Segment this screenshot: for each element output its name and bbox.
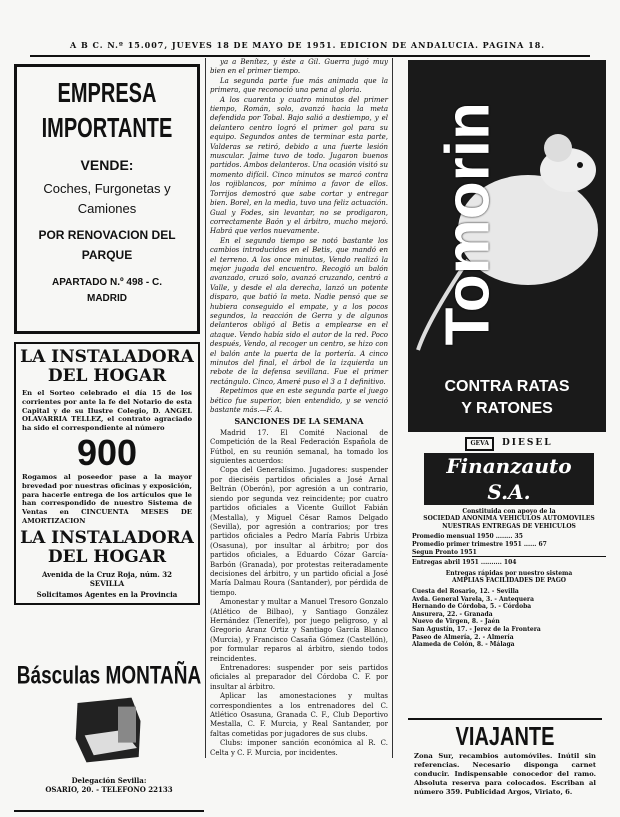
ad-text: Zona Sur, recambios automóviles. Inútil sin referencias. Necesario disponga carnet conducir. Indispensable conocedor del ramo. Absoluta reserva para colocados. Escriban al número 359. Publicidad Argos, Viriato, 6.	[414, 752, 596, 796]
header-rule	[30, 55, 590, 57]
ad-basculas-montana	[14, 660, 204, 812]
ad-title: Básculas MONTAÑA	[16, 662, 202, 690]
ad-title: LA INSTALADORA	[20, 527, 194, 548]
address: Nuevo de Virgen, 8. - Jaén	[412, 618, 500, 626]
ad-text: Coches, Furgonetas y Camiones	[43, 181, 171, 216]
ad-text: VENDE:	[80, 157, 134, 173]
ad-text: DIESEL	[501, 438, 553, 449]
article-paragraph: La segunda parte fue más animada que la primera, que reconoció una pena al gloria.	[210, 76, 388, 95]
article-paragraph: Amonestar y multar a Manuel Tresoro Gonzalo (Atlético de Bilbao), y Santiago González Hernández (Tenerife), por juego peligroso, y al Gregorio Aranz Ortiz y Santiago García Blanco (Murcia), y Francisco Casaña Gómez (Castellón), por formular reparos al árbitro, siendo todos reincidentes.	[210, 598, 388, 663]
ad-text: Entregas rápidas por nuestro sistema	[445, 569, 573, 577]
article-paragraph: Entrenadores: suspender por seis partidos oficiales al preparador del Córdoba C. F. por insultar al árbitro.	[210, 664, 388, 691]
stat-row: Promedio primer trimestre 1951 ...... 67	[412, 540, 547, 548]
ad-title: VIAJANTE	[455, 722, 555, 752]
brand-name: Finanzauto S.A.	[424, 453, 594, 505]
ad-title: DEL HOGAR	[47, 546, 167, 567]
ad-title: IMPORTANTE	[41, 113, 173, 145]
address: Alameda de Colón, 8. - Málaga	[412, 641, 515, 649]
ad-text: Rogamos al poseedor pase a la mayor brevedad por nuestras oficinas y exposición, para hacerle entrega de los artículos que le han correspondido de nuestro Sistema de Ventas en CINCUENTA MESES DE AMORTIZACION	[22, 472, 192, 525]
ad-tomorin	[408, 60, 606, 432]
ad-empresa-importante	[14, 64, 200, 334]
address: Paseo de Almería, 2. - Almería	[412, 633, 514, 641]
article-paragraph: Repetimos que en este segunda parte el juego bético fue superior, bien entendido, y se venció bastante más.—F. A.	[210, 387, 388, 415]
address: Ansurera, 22. - Granada	[412, 610, 493, 618]
address: Hernando de Córdoba, 5. - Córdoba	[412, 603, 532, 611]
article-column	[205, 58, 393, 758]
ad-address: OSARIO, 20. - TELEFONO 22133	[45, 785, 173, 794]
ad-text: Constituida con apoyo de la	[462, 507, 556, 515]
ad-text: APARTADO N.º 498 - C. MADRID	[52, 277, 162, 304]
ad-title: DEL HOGAR	[47, 366, 167, 386]
ad-text: SOCIEDAD ANONIMA VEHICULOS AUTOMOVILES	[423, 515, 595, 523]
address-list	[412, 588, 606, 649]
article-heading: SANCIONES DE LA SEMANA	[234, 416, 364, 427]
ad-slogan: CONTRA RATAS	[444, 378, 570, 395]
ad-title: EMPRESA	[57, 78, 157, 110]
ad-instaladora-hogar	[14, 342, 200, 605]
brand-name: Tomorin	[433, 102, 503, 346]
article-paragraph: ya a Benítez, y éste a Gil. Guerra jugó muy bien en el primer tiempo.	[210, 58, 388, 76]
article-paragraph: Clubs: imponer sanción económica al R. C. Celta y C. F. Murcia, por incidentes.	[210, 739, 388, 757]
ad-text: Delegación Sevilla:	[71, 776, 147, 785]
ad-address: Avenida de la Cruz Roja, núm. 32	[41, 569, 173, 579]
ad-address: SEVILLA	[89, 578, 125, 588]
ad-number: 900	[76, 431, 138, 473]
ad-text: NUESTRAS ENTREGAS DE VEHICULOS	[442, 522, 576, 530]
article-paragraph: Madrid 17. El Comité Nacional de Competición de la Real Federación Española de Fútbol, en su reunión semanal, ha tomado los siguientes acuerdos:	[210, 428, 388, 466]
article-paragraph: Copa del Generalísimo. Jugadores: suspender por dieciséis partidos oficiales a José Arnal Beltrán (Oberón), por agresión a un contrario, siendo por segunda vez reincidente; por cuatro partidos oficiales a Vicente Guillot Fabián (Mestalla), y Miguel César Ramos Delgado (Sevilla), por agresión a contrarios; por tres partidos oficiales a Pedro María Fabris Urbiza (Osasuna), por insultar al árbitro; por dos partidos oficiales, a Eduardo Cózar García-Barbón (Granada), por protestas reiteradamente decisiones del árbitro, y un partido oficial a José María Dalmau Roura (Santander), por pérdida de tiempo.	[210, 466, 388, 597]
ad-viajante	[408, 718, 602, 797]
address: Cuesta del Rosario, 12. - Sevilla	[412, 587, 519, 595]
article-paragraph: En el segundo tiempo se notó bastante los cambios introducidos en el Betis, que mandó en el terreno. A los once minutos, Vendo realizó la mejor jugada del encuentro. Recogió un balón avanzado, cruzó solo, avanzó cruzando, centró a Valle, y desde el ala derecha, lanzó un potente disparo, que batió la meta. Nadie pensó que se hubiera conseguido el empate, y a los pocos segundos, la reacción de Gerra y de algunos delanteros obligó al Betis a emplearse en el ataque. Vendo había sido el autor de la red. Poco después, Vendo, al recoger un centro, se hizo con el balón ante la puerta de la portería. A cinco minutos del final, el árbol de la izquierda un rebote de la defensa sevillana. Fue el primer rectángulo. Cinco, Ameré puso el 3 a 1 definitivo.	[210, 236, 388, 386]
ad-text: AMPLIAS FACILIDADES DE PAGO	[451, 577, 567, 585]
article-paragraph: Aplicar las amonestaciones y multas correspondientes a los entrenadores del C. Atlético Osasuna, Granada C. F., Club Deportivo Mestalla, C. F. Murcia, y Real Santander, por faltas cometidas por jugadores de sus clubs.	[210, 692, 388, 738]
ad-title: LA INSTALADORA	[20, 347, 194, 367]
ad-text: Solicitamos Agentes en la Provincia	[36, 589, 178, 599]
stat-row: Promedio mensual 1950 ........ 35	[412, 533, 523, 541]
scale-illustration	[64, 694, 154, 766]
stat-row: Entregas abril 1951 .......... 104	[412, 559, 517, 567]
geva-logo: GEVA	[465, 437, 494, 451]
address: Avda. General Varela, 3. - Antequera	[412, 595, 534, 603]
page-header: A B C. N.º 15.007, JUEVES 18 DE MAYO DE 1951. EDICION DE ANDALUCIA. PAGINA 18.	[70, 40, 546, 50]
ad-text: POR RENOVACION DEL PARQUE	[38, 228, 176, 262]
address: San Agustín, 17. - Jerez de la Frontera	[412, 625, 541, 633]
stat-row: Segun Pronto 1951	[412, 549, 606, 558]
article-paragraph: A los cuarenta y cuatro minutos del primer tiempo, Román, solo, avanzó hacia la meta defendida por Tobal. Bajo salió a destiempo, y el delantero centro logró el primer gol para su equipo. Segundos antes de terminar esta parte, Valderas se retiró, debido a una fuerte lesión muscular. Jaime tuvo de todo. Jugaron buenos partidos. Ambos delanteros. Una ocasión visitó su momento difícil. Cinco minutos se marcó contra los rojiblancos, por mínimo a favor de ellos. Torrijos demostró que sabe cortar y entregar bien. Borel, en la media, tuvo una feliz actuación. Gual y Fodes, sin levantar, no se prodigaron, correctamente Baón y el árbitro, mucho mejoró. Habrá que verlos nuevamente.	[210, 95, 388, 236]
ad-text: En el Sorteo celebrado el día 15 de los corrientes por ante la fe del Notario de esta Capital y de su Ilustre Colegio, D. ANGEL OLAVARRIA TELLEZ, el contrato agraciado ha sido el correspondiente al número	[22, 389, 192, 433]
finanzauto-top	[412, 437, 606, 451]
ad-slogan: Y RATONES	[461, 400, 553, 417]
ad-finanzauto	[412, 437, 606, 649]
